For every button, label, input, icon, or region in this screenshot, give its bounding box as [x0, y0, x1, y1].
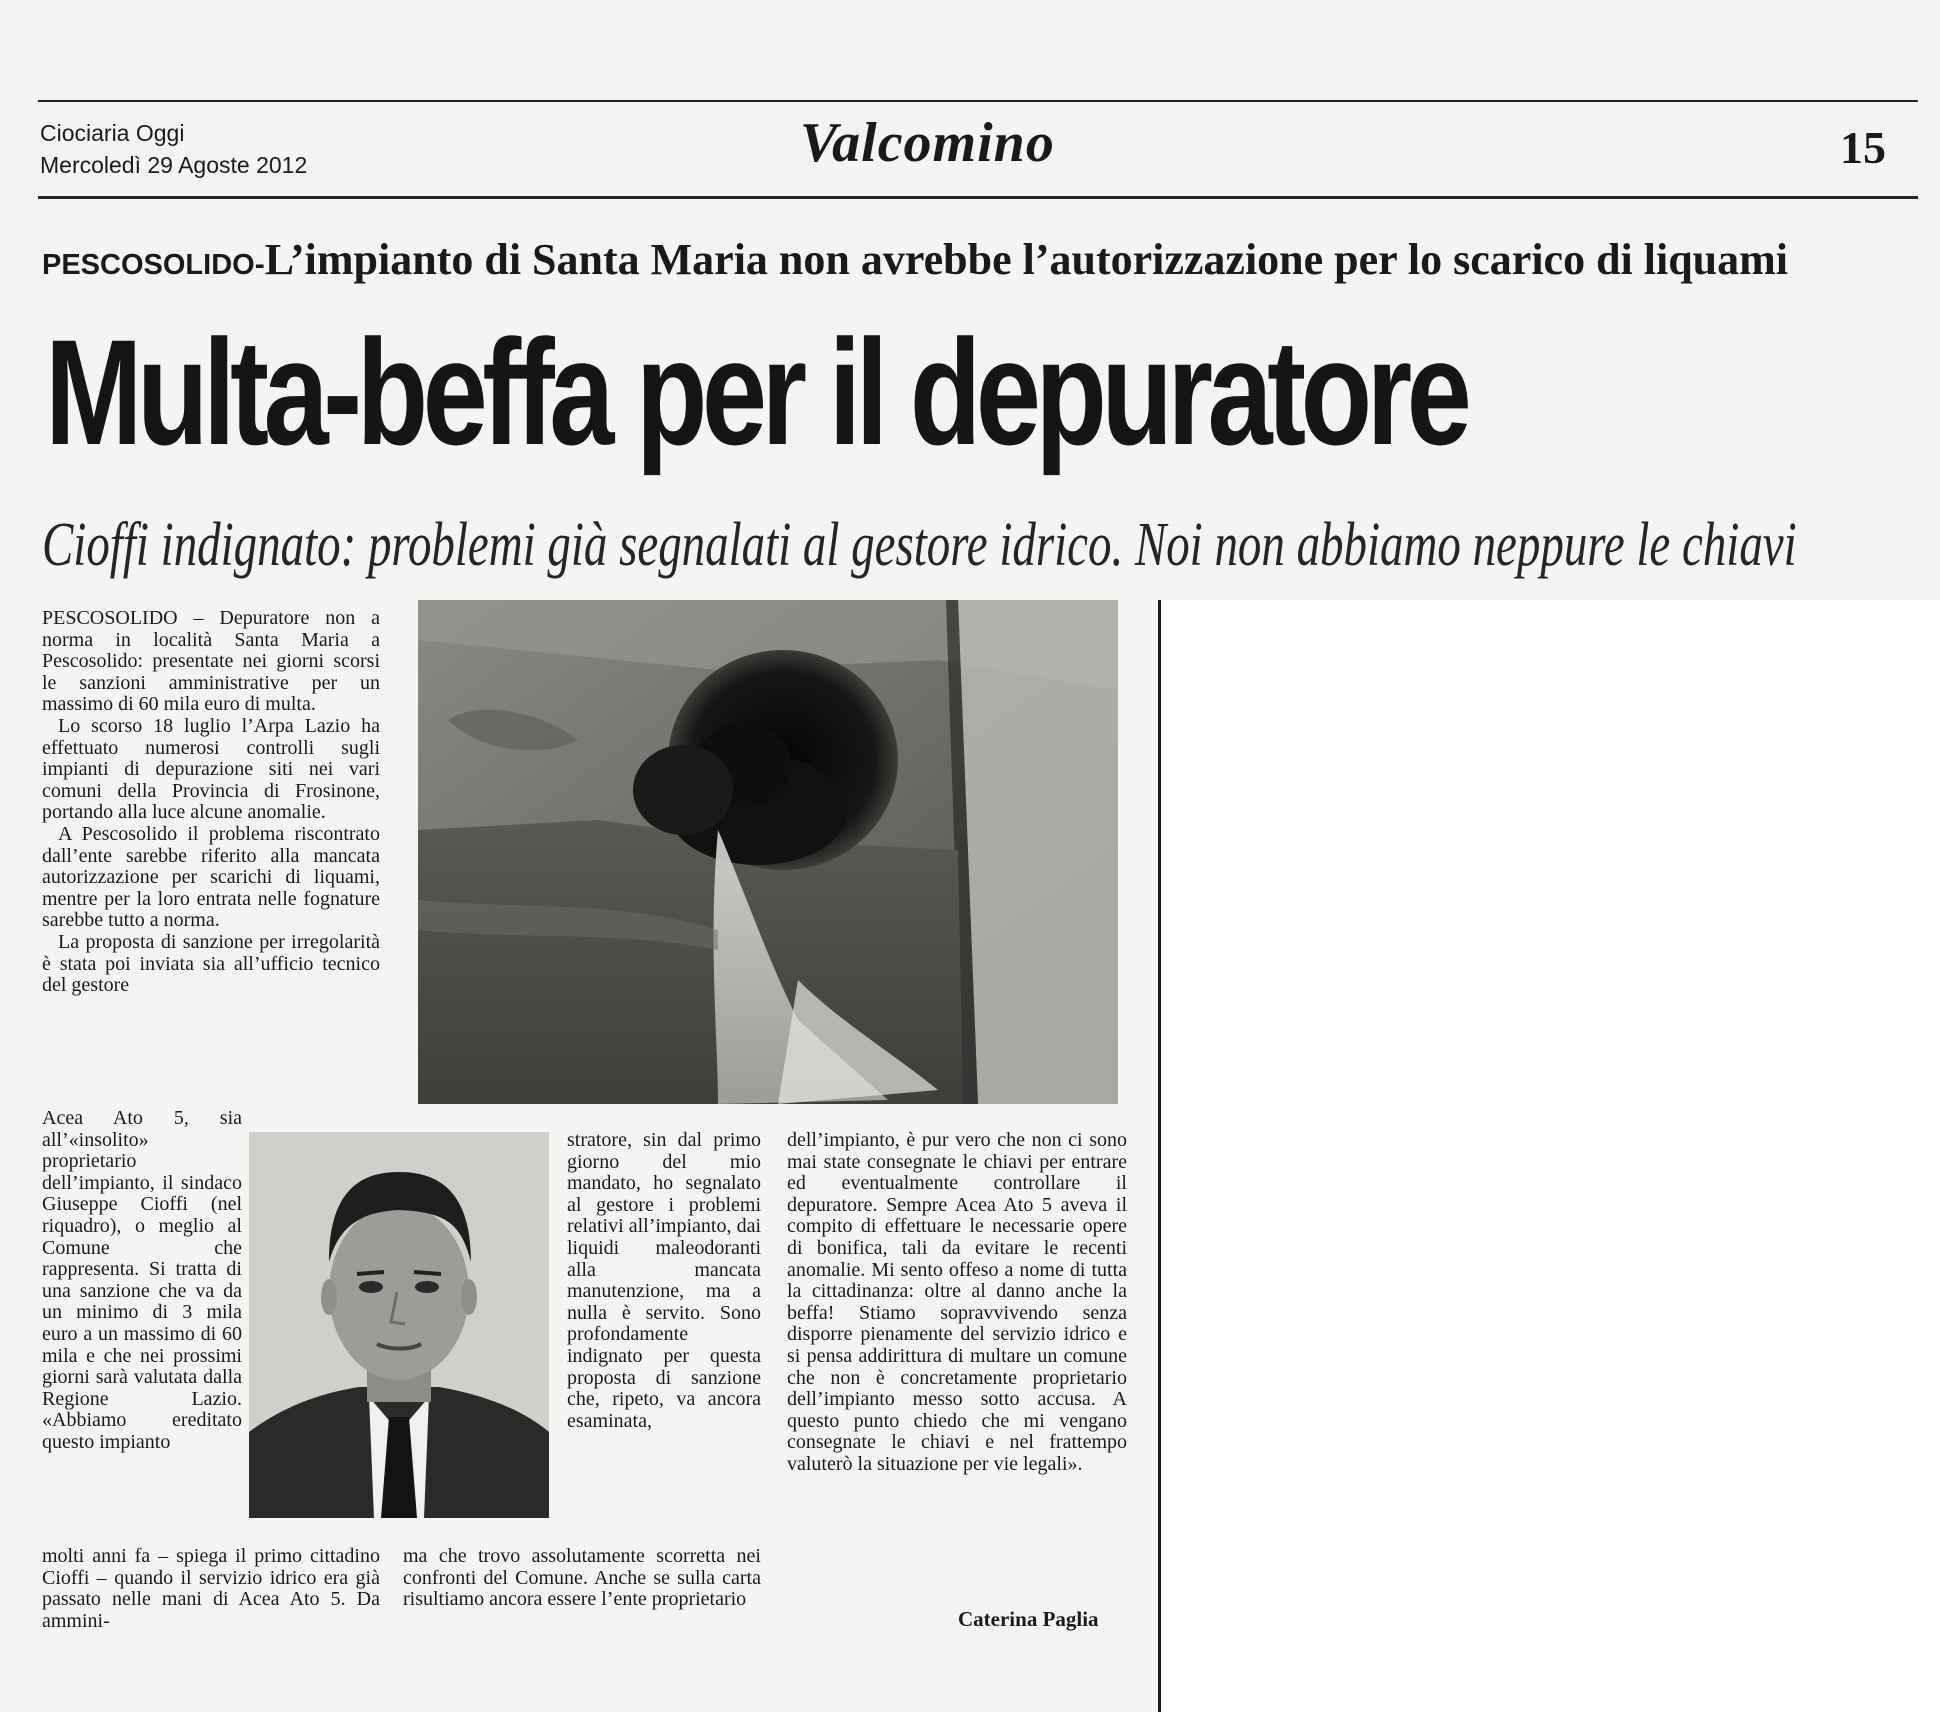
masthead-bottom-rule	[38, 196, 1918, 199]
article-kicker	[42, 230, 1922, 300]
mayor-portrait-image	[249, 1132, 549, 1518]
article-subheadline: Cioffi indignato: problemi già segnalati al gestore idrico. Noi non abbiamo neppure le chiavi	[42, 511, 1797, 579]
paragraph: dell’impianto, è pur vero che non ci sono mai state consegnate le chiavi per entrare ed eventualmente controllare il depuratore. Sempre Acea Ato 5 aveva il compito di effettuare le necessarie opere di bonifica, tali da evitare le recenti anomalie. Mi sento offeso a nome di tutta la cittadinanza: oltre al danno anche la beffa! Stiamo sopravvivendo senza disporre pienamente del servizio idrico e si pensa addirittura di multare un comune che non è concretamente proprietario dell’impianto messo sotto accusa. A questo punto chiedo che mi vengano consegnate le chiavi e nel frattempo valuterò la situazione per vie legali».	[787, 1129, 1127, 1475]
paragraph: Lo scorso 18 luglio l’Arpa Lazio ha effettuato numerosi controlli sugli impianti di depurazione siti nei vari comuni della Provincia di Frosinone, portando alla luce alcune anomalie.	[42, 714, 380, 824]
kicker-location: PESCOSOLIDO	[42, 249, 255, 281]
drain-outflow-image	[418, 600, 1118, 1104]
article-headline: Multa-beffa per il depuratore	[45, 308, 1467, 476]
kicker-separator: -	[254, 248, 265, 281]
article-column-2	[567, 1130, 761, 1432]
article-column-1-wrap	[42, 1108, 242, 1454]
newspaper-name: Ciociaria Oggi	[40, 120, 185, 146]
article-column-3	[787, 1130, 1127, 1476]
kicker-text: L’impianto di Santa Maria non avrebbe l’autorizzazione per lo scarico di liquami	[264, 235, 1789, 284]
blank-panel	[1158, 600, 1940, 1712]
article-column-2-bottom	[403, 1546, 761, 1611]
paragraph: molti anni fa – spiega il primo cittadino Cioffi – quando il servizio idrico era già passato nelle mani di Acea Ato 5. Da ammini-	[42, 1545, 380, 1632]
section-title: Valcomino	[800, 112, 1055, 174]
paragraph: A Pescosolido il problema riscontrato dall’ente sarebbe riferito alla mancata autorizzazione per scarichi di liquami, mentre per la loro entrata nelle fognature sarebbe tutto a norma.	[42, 822, 380, 932]
paragraph: ma che trovo assolutamente scorretta nei confronti del Comune. Anche se sulla carta risultiamo ancora essere l’ente proprietario	[403, 1545, 761, 1611]
article-column-1-bottom	[42, 1546, 380, 1632]
mayor-portrait-photo	[249, 1132, 549, 1518]
article-column-1	[42, 608, 380, 997]
paragraph: stratore, sin dal primo giorno del mio mandato, ho segnalato al gestore i problemi relativi all’impianto, dai liquidi maleodoranti alla mancata manutenzione, ma a nulla è servito. Sono profondamente indignato per questa proposta di sanzione che, ripeto, va ancora esaminata,	[567, 1129, 761, 1432]
author-signature: Caterina Paglia	[958, 1607, 1099, 1631]
paragraph: Acea Ato 5, sia all’«insolito» proprietario dell’impianto, il sindaco Giuseppe Cioffi (nel riquadro), o meglio al Comune che rappresenta. Si tratta di una sanzione che va da un minimo di 3 mila euro a un massimo di 60 mila e che nei prossimi giorni sarà valutata dalla Regione Lazio. «Abbiamo ereditato questo impianto	[42, 1107, 242, 1453]
publication-date: Mercoledì 29 Agoste 2012	[40, 152, 308, 178]
paragraph: La proposta di sanzione per irregolarità è stata poi inviata sia all’ufficio tecnico del gestore	[42, 930, 380, 997]
drain-outflow-photo	[418, 600, 1118, 1104]
page-number: 15	[1840, 122, 1886, 173]
paragraph: PESCOSOLIDO – Depuratore non a norma in località Santa Maria a Pescosolido: presentate nei giorni scorsi le sanzioni amministrative per un massimo di 60 mila euro di multa.	[42, 607, 380, 716]
masthead-top-rule	[38, 100, 1918, 102]
